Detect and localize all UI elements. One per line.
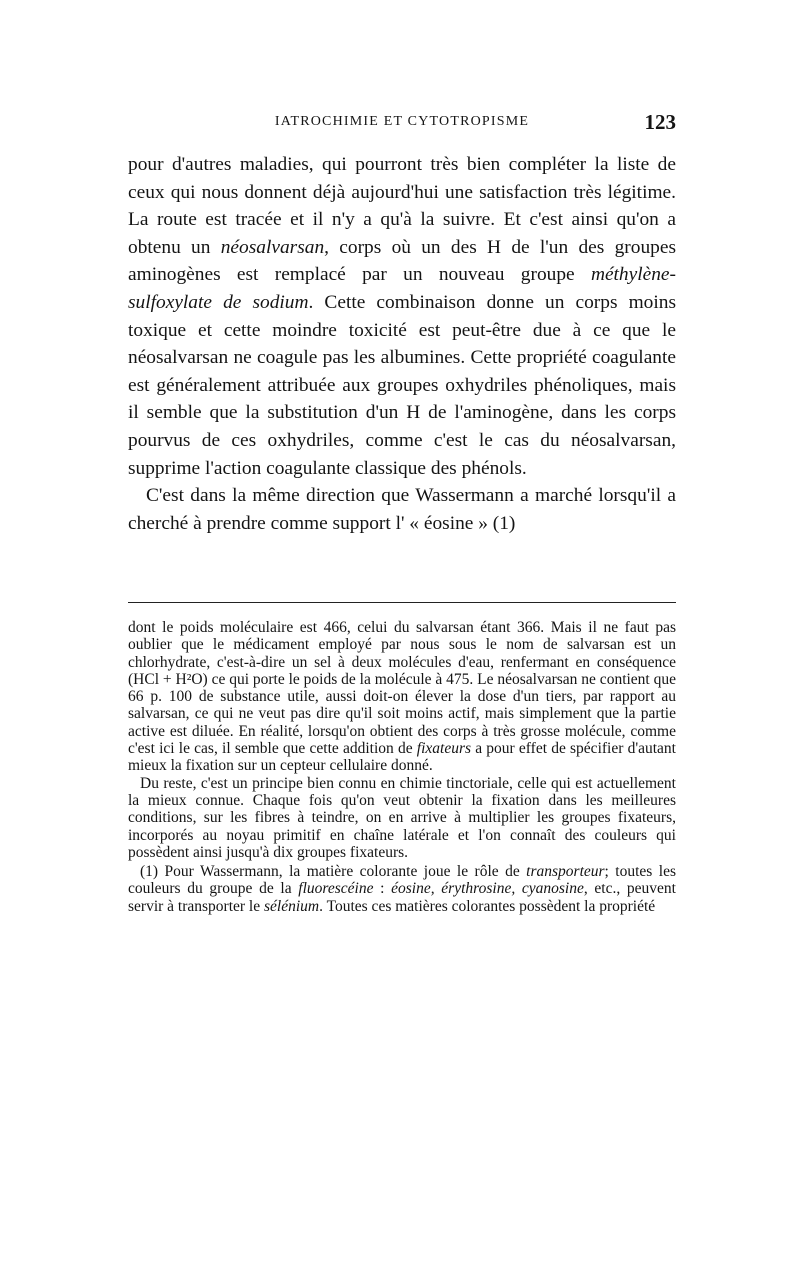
running-title: IATROCHIMIE ET CYTOTROPISME	[274, 114, 530, 129]
footnote-continuation	[128, 619, 676, 775]
footnotes	[128, 619, 676, 915]
text-run: a pour effet de spécifier d'autant mieux la fixation sur un cepteur cellulaire donné.	[128, 740, 676, 775]
italic-term: transporteur	[526, 863, 605, 881]
italic-term: éosine, érythrosine, cyanosine	[391, 880, 584, 898]
text-run: :	[373, 880, 392, 898]
page-number: 123	[644, 110, 676, 134]
text-run: , etc., peuvent servir à transporter le	[128, 880, 676, 915]
running-head	[128, 110, 676, 136]
italic-term: méthylène-sulfoxylate de sodium	[128, 264, 676, 313]
italic-term: sélénium	[264, 897, 320, 915]
text-run: . Toutes ces matières colorantes possèdent la propriété	[319, 897, 656, 915]
paragraph: C'est dans la même direction que Wassermann a marché lorsqu'il a cherché à prendre comme support l' « éosine » (1)	[128, 485, 676, 534]
main-text	[128, 151, 676, 537]
text-run: . Cette combinaison donne un corps moins toxique et cette moindre toxicité est peut-être due à ce que le néosalvarsan ne coagule pas les albumines. Cette propriété coagulante est généralement attribuée aux groupes oxhydriles phénoliques, mais il semble que la substitution d'un H de l'aminogène, dans les corps pourvus de ces oxhydriles, comme c'est le cas du néosalvarsan, supprime l'action coagulante classique des phénols.	[128, 291, 676, 479]
text-run: pour d'autres maladies, qui pourront très bien compléter la liste de ceux qui nous donnent déjà aujourd'hui une satisfaction très légitime. La route est tracée et il n'y a qu'à la suivre. Et c'est ainsi qu'on a obtenu un	[128, 154, 676, 258]
text-run: (1) Pour Wassermann, la matière colorante joue le rôle de	[140, 863, 527, 881]
footnote-separator	[128, 602, 676, 603]
footnote-paragraph: Du reste, c'est un principe bien connu en chimie tinctoriale, celle qui est actuellement la mieux connue. Chaque fois qu'on veut obtenir la fixation dans les meilleures conditions, sur les fibres à teindre, on en arrive à multiplier les groupes fixateurs, incorporés au noyau primitif en chaîne latérale et l'on connaît des couleurs qui possèdent ainsi jusqu'à dix groupes fixateurs.	[128, 774, 676, 861]
paragraph-continuation	[128, 151, 676, 482]
italic-term: néosalvarsan	[220, 236, 325, 258]
text-run: ; toutes les couleurs du groupe de la	[128, 863, 676, 898]
footnote-1	[128, 863, 676, 915]
text-run: , corps où un des H de l'un des groupes aminogènes est remplacé par un nouveau groupe	[128, 236, 676, 286]
italic-term: fixateurs	[416, 740, 472, 758]
italic-term: fluorescéine	[298, 880, 374, 898]
text-run: dont le poids moléculaire est 466, celui du salvarsan étant 366. Mais il ne faut pas oublier que le médicament employé par nous sous le nom de salvarsan est un chlorhydrate, c'est-à-dire un sel à deux molécules d'eau, renfermant en conséquence (HCl + H²O) ce qui porte le poids de la molécule à 475. Le néosalvarsan ne contient que 66 p. 100 de substance utile, aussi doit-on élever la dose d'un tiers, par rapport au salvarsan, ce qui ne veut pas dire qu'il soit moins actif, mais simplement que la partie active est diluée. En réalité, lorsqu'on obtient des corps à très grosse molécule, comme c'est ici le cas, il semble que cette addition de	[128, 619, 676, 758]
